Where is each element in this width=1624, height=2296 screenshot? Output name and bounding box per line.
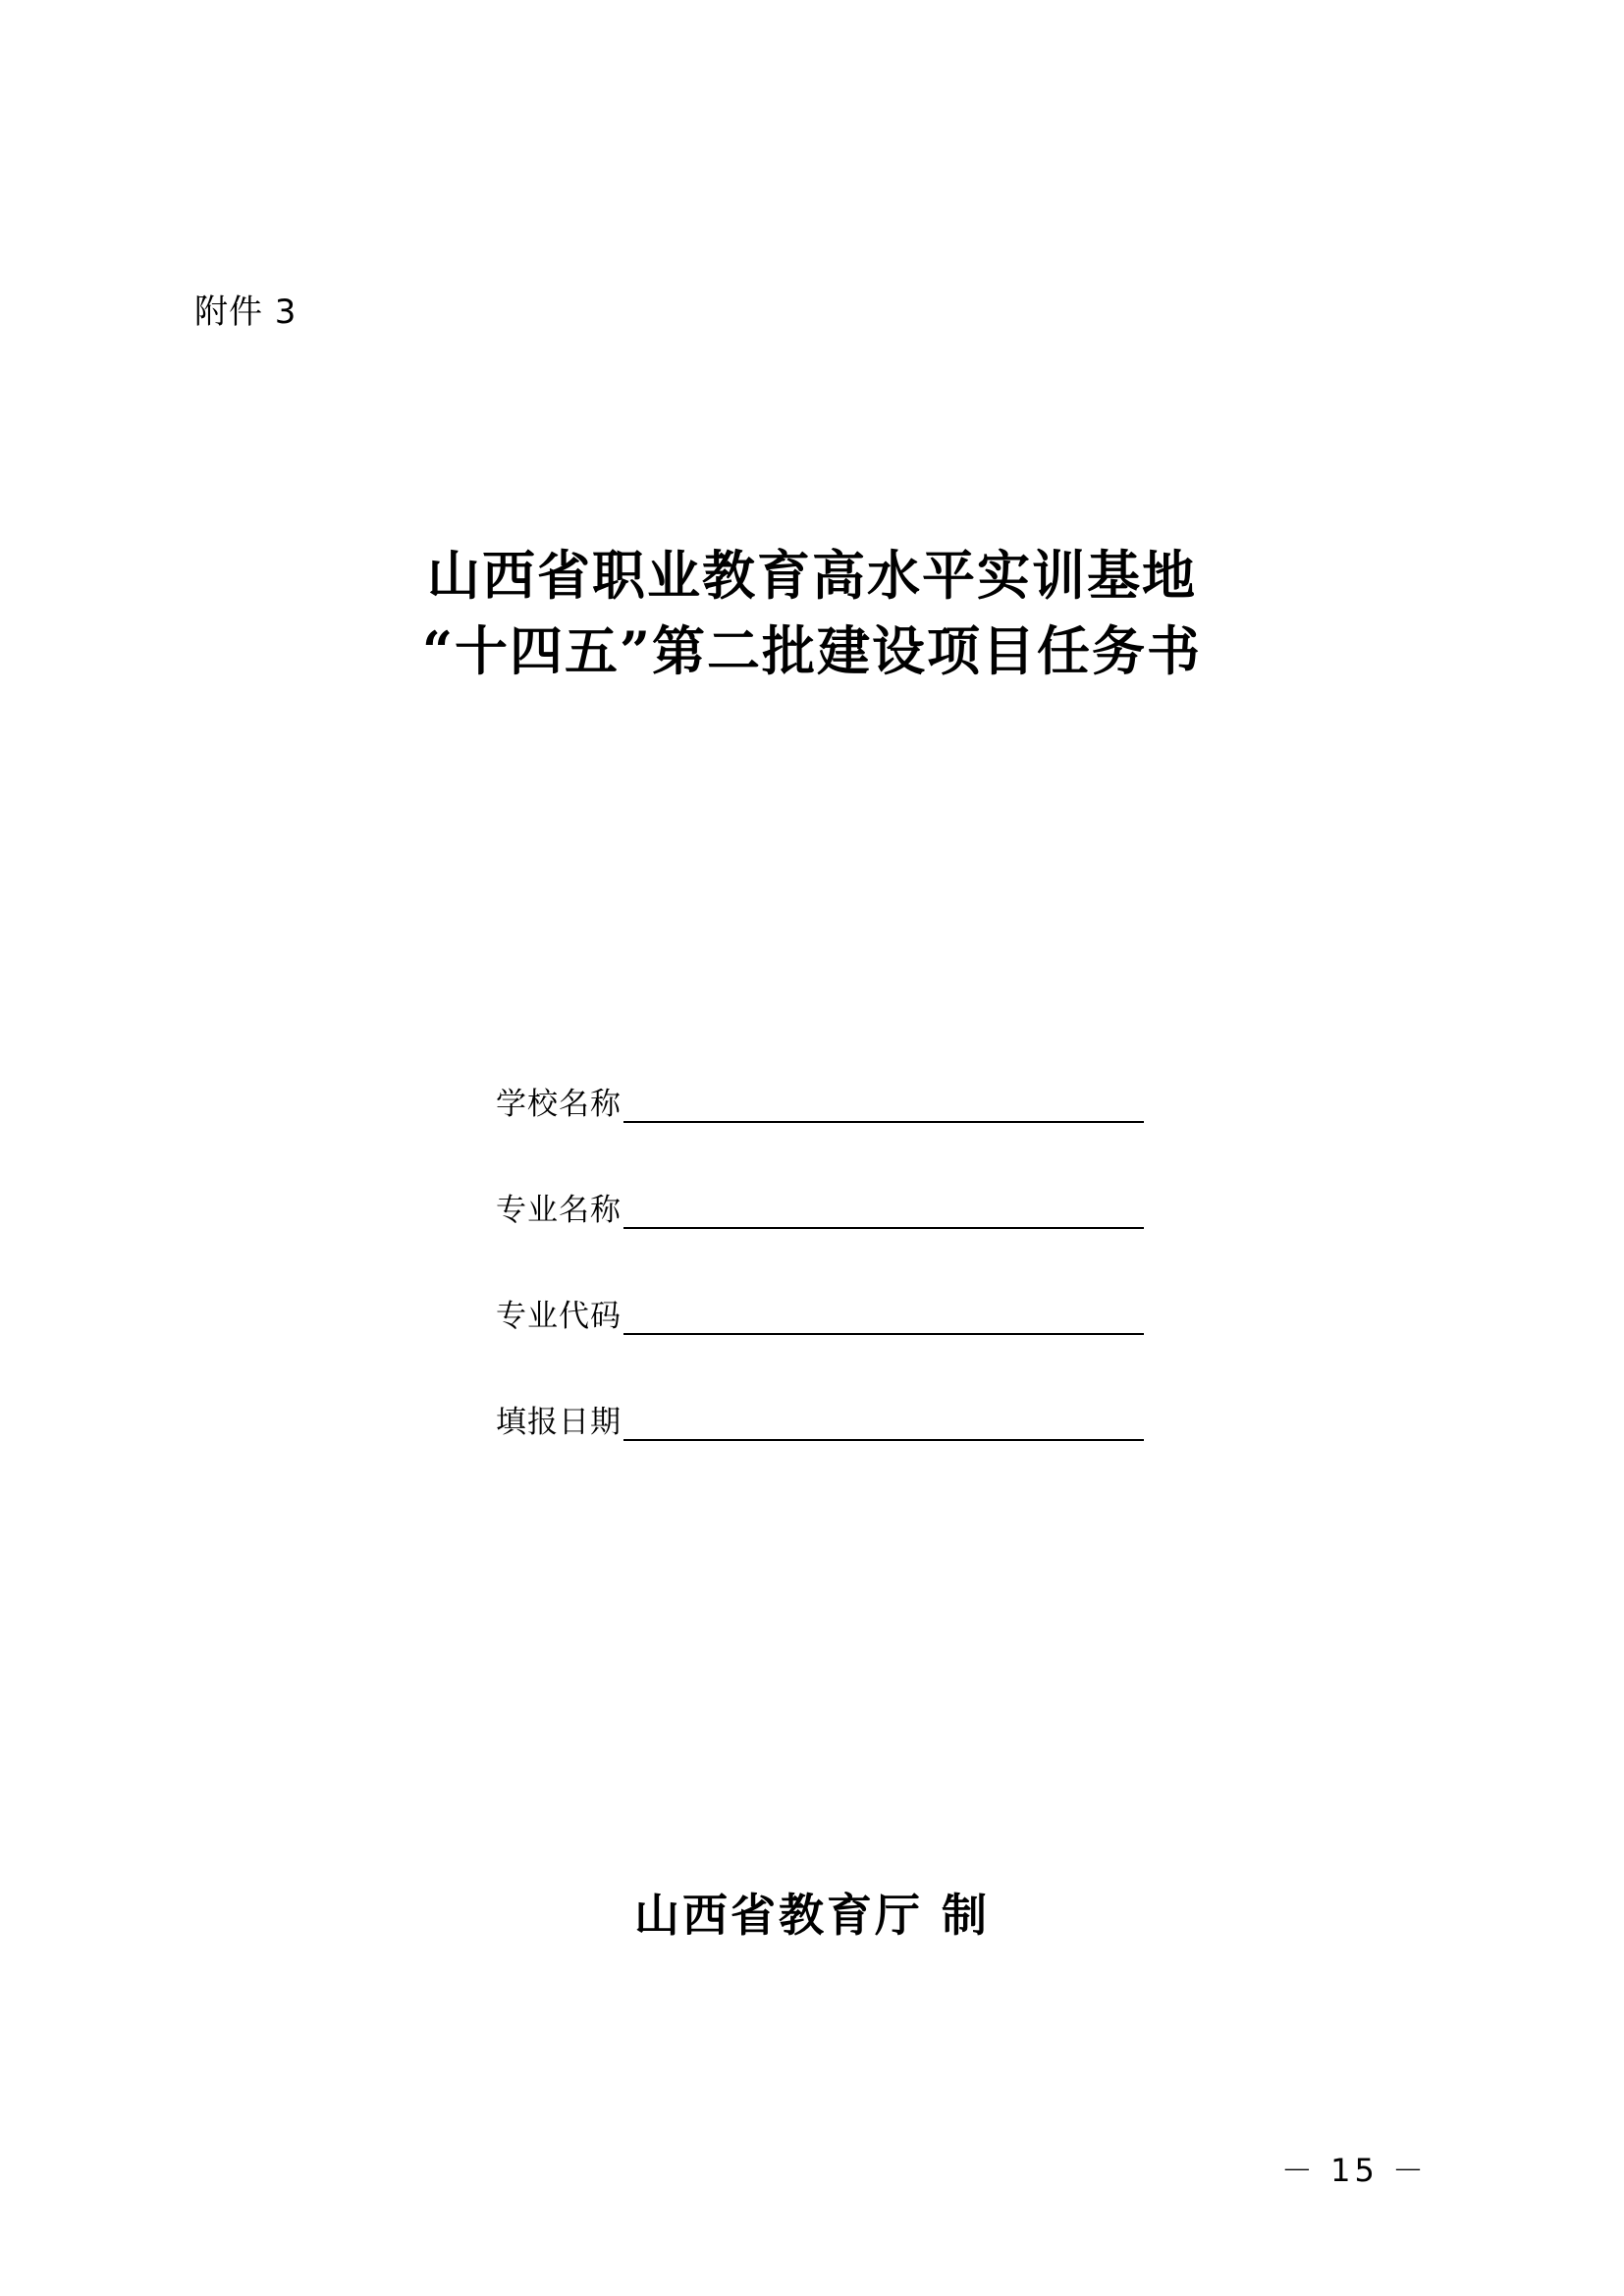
field-row-major-name (496, 1184, 1144, 1229)
page-title-line-1: 山西省职业教育高水平实训基地 (427, 544, 1197, 607)
page-title-line-2: “十四五”第二批建设项目任务书 (421, 618, 1203, 682)
issuer-line: 山西省教育厅 制 (633, 1889, 990, 1942)
field-label-school-name: 学校名称 (496, 1086, 622, 1122)
field-row-school-name (496, 1078, 1144, 1123)
page-number: － 15 － (1280, 2152, 1428, 2189)
field-input-school-name[interactable] (623, 1092, 1144, 1123)
page-title (0, 538, 1624, 688)
field-label-fill-date: 填报日期 (496, 1404, 622, 1440)
field-input-fill-date[interactable] (623, 1410, 1144, 1441)
form-fields (496, 1078, 1144, 1502)
field-label-major-name: 专业名称 (496, 1192, 622, 1228)
field-row-fill-date (496, 1396, 1144, 1441)
field-input-major-name[interactable] (623, 1198, 1144, 1229)
field-label-major-code: 专业代码 (496, 1298, 622, 1334)
attachment-label: 附件 3 (194, 293, 298, 332)
field-row-major-code (496, 1290, 1144, 1335)
field-input-major-code[interactable] (623, 1304, 1144, 1335)
